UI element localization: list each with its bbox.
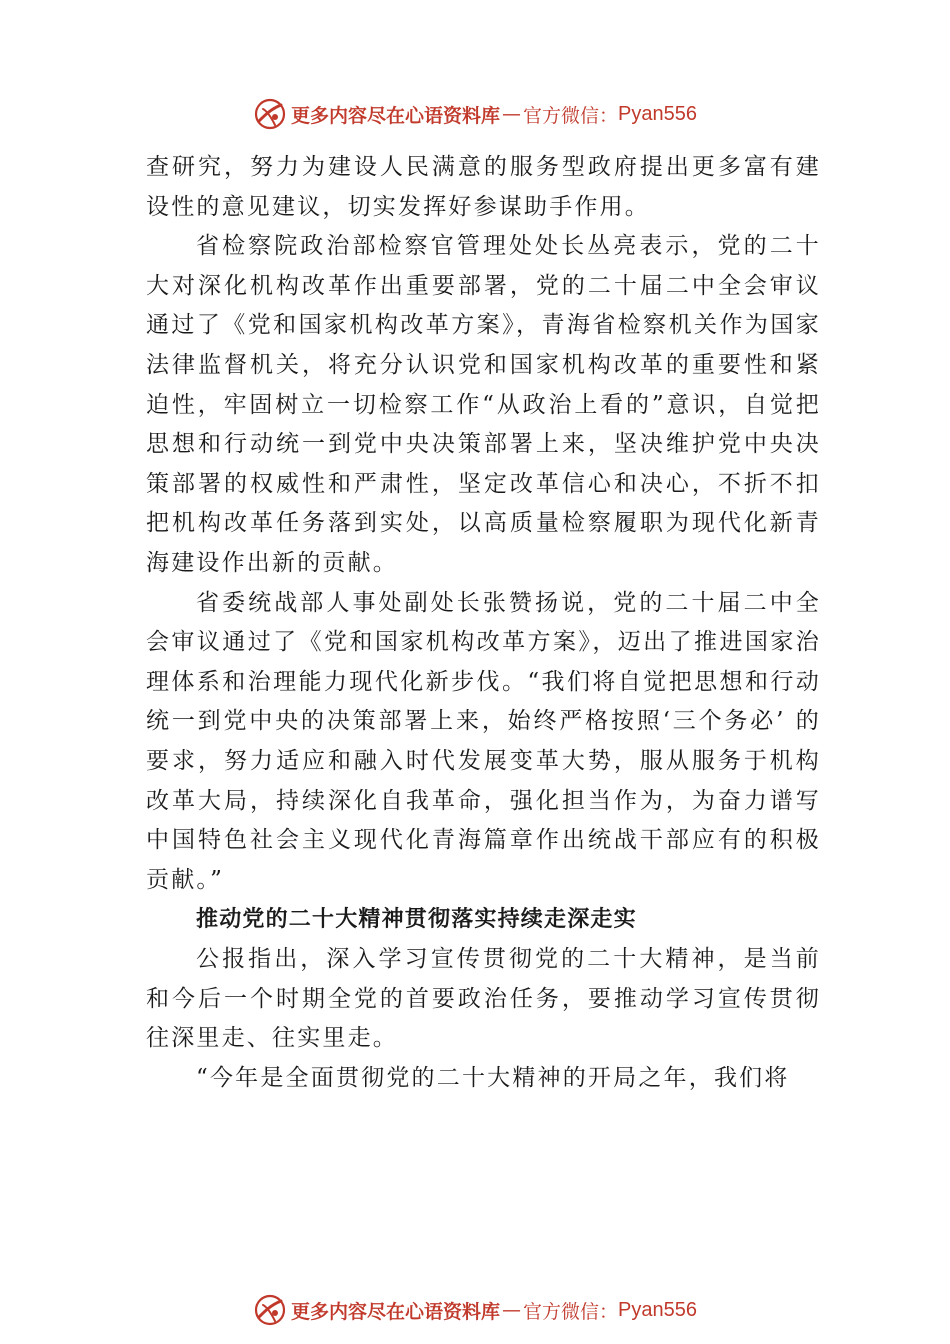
document-body [146, 148, 821, 1099]
brush-seal-logo-icon [253, 97, 287, 131]
banner-wechat-handle: Pyan556 [618, 102, 697, 125]
header-banner [0, 94, 950, 134]
paragraph-congliang: 省检察院政治部检察官管理处处长丛亮表示，党的二十大对深化机构改革作出重要部署，党的二十届二中全会审议通过了《党和国家机构改革方案》，青海省检察机关作为国家法律监督机关，将充分认识党和国家机构改革的重要性和紧迫性，牢固树立一切检察工作“从政治上看的”意识，自觉把思想和行动统一到党中央决策部署上来，坚决维护党中央决策部署的权威性和严肃性，坚定改革信心和决心，不折不扣把机构改革任务落到实处，以高质量检察履职为现代化新青海建设作出新的贡献。 [146, 233, 821, 576]
footer-banner [0, 1290, 950, 1330]
banner-wechat-label: 官方微信： [523, 1300, 619, 1323]
paragraph-quote-start: “今年是全面贯彻党的二十大精神的开局之年，我们将 [196, 1065, 790, 1092]
banner-wechat-handle: Pyan556 [618, 1298, 697, 1321]
brush-seal-logo-icon [253, 1293, 287, 1327]
section-heading: 推动党的二十大精神贯彻落实持续走深走实 [196, 907, 637, 933]
banner-separator: — [502, 103, 522, 125]
paragraph-zhangzanyang: 省委统战部人事处副处长张赞扬说，党的二十届二中全会审议通过了《党和国家机构改革方案》，迈出了推进国家治理体系和治理能力现代化新步伐。“我们将自觉把思想和行动统一到党中央的决策部署上来，始终严格按照‘三个务必’ 的要求，努力适应和融入时代发展变革大势，服从服务于机构改革大局，持续深化自我革命，强化担当作为，为奋力谱写中国特色社会主义现代化青海篇章作出统战干部应有的积极贡献。” [146, 589, 821, 893]
paragraph-communique: 公报指出，深入学习宣传贯彻党的二十大精神，是当前和今后一个时期全党的首要政治任务，要推动学习宣传贯彻往深里走、往实里走。 [146, 946, 821, 1052]
banner-brand: 更多内容尽在心语资料库 [291, 104, 501, 127]
paragraph-continued: 查研究，努力为建设人民满意的服务型政府提出更多富有建设性的意见建议，切实发挥好参谋助手作用。 [146, 154, 821, 220]
banner-brand: 更多内容尽在心语资料库 [291, 1300, 501, 1323]
banner-separator: — [502, 1299, 522, 1321]
banner-wechat-label: 官方微信： [523, 104, 619, 127]
